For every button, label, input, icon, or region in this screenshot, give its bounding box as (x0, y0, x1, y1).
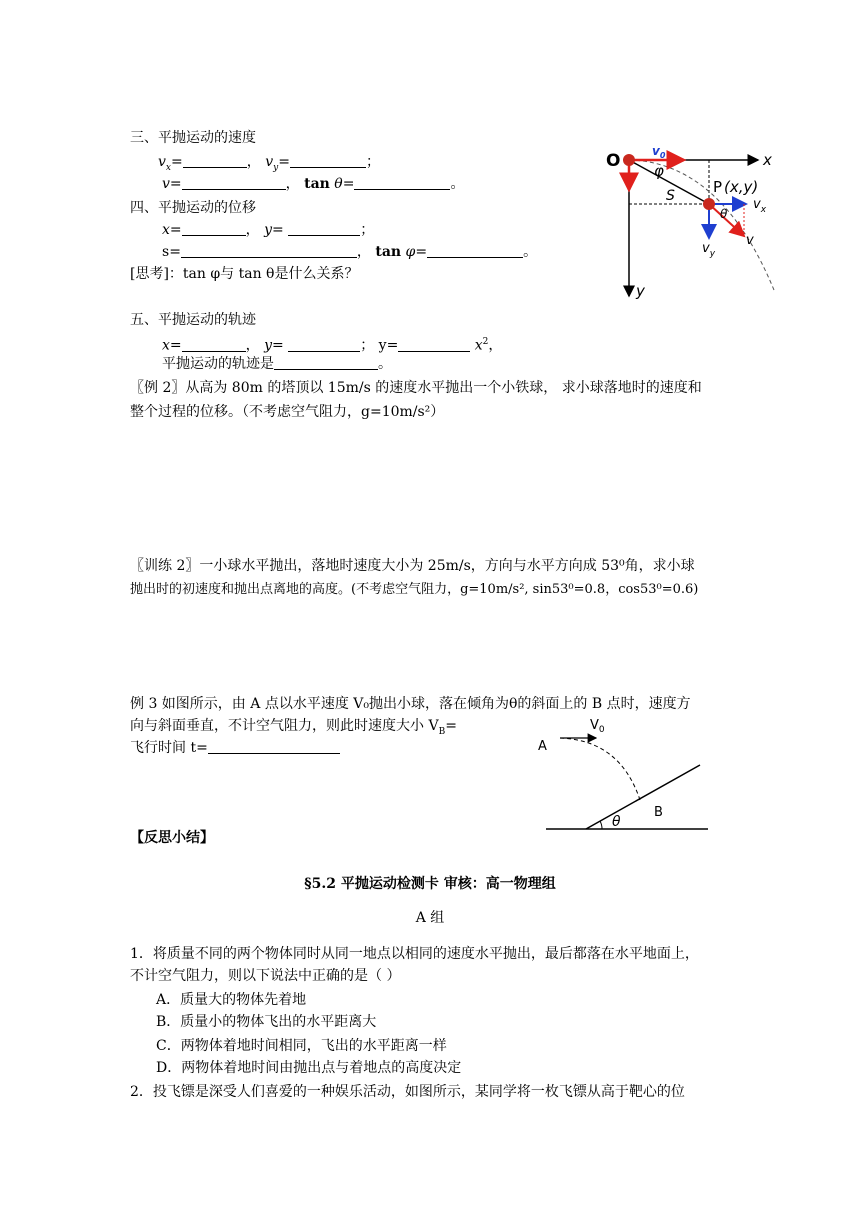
svg-text:vx: $v_x$ (753, 197, 767, 215)
traj-x-blank[interactable] (182, 337, 246, 352)
svg-text:S: S (666, 188, 675, 204)
start-ball (623, 154, 635, 166)
svg-text:vy: $v_y$ (702, 241, 716, 259)
q1-option-d[interactable]: D．两物体着地时间由抛出点与着地点的高度决定 (156, 1060, 462, 1076)
traj-eq-line: x= ， y= ； $y= x^2$， (162, 337, 503, 354)
tan-phi-blank[interactable] (427, 243, 523, 258)
q1-option-c[interactable]: C．两物体着地时间相同，飞出的水平距离一样 (156, 1038, 447, 1054)
x-blank[interactable] (182, 221, 246, 236)
svg-text:(x,y): (x,y) (724, 178, 759, 196)
svg-text:θ: θ (720, 207, 728, 221)
example2-line1: 〖例 2〗从高为 80m 的塔顶以 15m/s 的速度水平抛出一个小铁球， 求小球落地时的速度和 (130, 380, 702, 396)
svg-text:v0: $v_0$ (652, 144, 666, 160)
training2-line2: 抛出时的初速度和抛出点离地的高度。(不考虑空气阻力，g=10m/s², sin53⁰=0.8，cos53⁰=0.6) (130, 582, 699, 597)
example3-line1: 例 3 如图所示，由 A 点以水平速度 V₀抛出小球，落在倾角为θ的斜面上的 B 点时，速度方 (130, 696, 691, 712)
svg-text:y: y (636, 282, 645, 300)
svg-text:x: x (763, 151, 772, 169)
q1-option-b[interactable]: B．质量小的物体飞出的水平距离大 (156, 1014, 377, 1030)
card-title: §5.2 平抛运动检测卡 审核：高一物理组 (304, 876, 556, 892)
time-blank[interactable] (208, 739, 340, 754)
svg-text:P: P (713, 178, 723, 196)
reflection-heading: 【反思小结】 (130, 830, 214, 846)
q1-stem-line1: 1．将质量不同的两个物体同时从同一地点以相同的速度水平抛出，最后都落在水平地面上， (130, 946, 699, 962)
svg-text:O: O (606, 151, 621, 171)
v-blank[interactable] (182, 175, 286, 190)
svg-text:v: v (746, 233, 754, 248)
example3-line3: 飞行时间 t= (130, 738, 340, 758)
svg-text:θ: θ (612, 814, 621, 830)
q2-stem-line1: 2．投飞镖是深受人们喜爱的一种娱乐活动，如图所示，某同学将一枚飞镖从高于靶心的位 (130, 1084, 685, 1100)
v-tan-line: v= ， tan θ= 。 (162, 176, 465, 192)
think-question: [思考]：tan φ与 tan θ是什么关系？ (130, 266, 359, 282)
vx-blank[interactable] (183, 153, 247, 168)
projectile-diagram (596, 140, 786, 308)
ball-p (703, 198, 715, 210)
traj-coef-blank[interactable] (398, 337, 470, 352)
svg-text:φ: φ (654, 162, 664, 180)
group-label: A 组 (415, 910, 445, 926)
svg-text:V0: $V_0$ (590, 718, 605, 735)
sec4-heading: 四、平抛运动的位移 (130, 200, 256, 216)
trajectory-curve (560, 738, 640, 800)
incline-diagram (530, 710, 720, 835)
traj-shape-blank[interactable] (274, 355, 378, 370)
sec3-heading: 三、平抛运动的速度 (130, 130, 256, 146)
svg-text:B: B (654, 805, 663, 820)
training2-line1: 〖训练 2〗一小球水平抛出，落地时速度大小为 25m/s，方向与水平方向成 53⁰角，求小球 (130, 558, 695, 574)
traj-shape-line: 平抛运动的轨迹是 。 (162, 356, 392, 372)
x-y-line: x= ， y= ； (162, 222, 375, 238)
vy-blank[interactable] (290, 153, 366, 168)
tan-theta-blank[interactable] (354, 175, 450, 190)
q1-stem-line2: 不计空气阻力，则以下说法中正确的是（ ） (130, 968, 401, 984)
example3-line2: 向与斜面垂直，不计空气阻力，则此时速度大小 $V_B=$ (130, 718, 457, 737)
incline-line (586, 765, 700, 829)
svg-text:A: A (538, 739, 547, 754)
y-blank[interactable] (288, 221, 360, 236)
vx-vy-line: $v_x=$ ， $v_y=$ ； (158, 154, 380, 173)
traj-y-blank[interactable] (288, 337, 360, 352)
q1-option-a[interactable]: A．质量大的物体先着地 (156, 992, 307, 1008)
s-blank[interactable] (181, 243, 357, 258)
s-tan-line: s= ， tan φ= 。 (162, 244, 538, 260)
sec5-heading: 五、平抛运动的轨迹 (130, 312, 256, 328)
example2-line2: 整个过程的位移。（不考虑空气阻力，g=10m/s²） (130, 404, 445, 420)
